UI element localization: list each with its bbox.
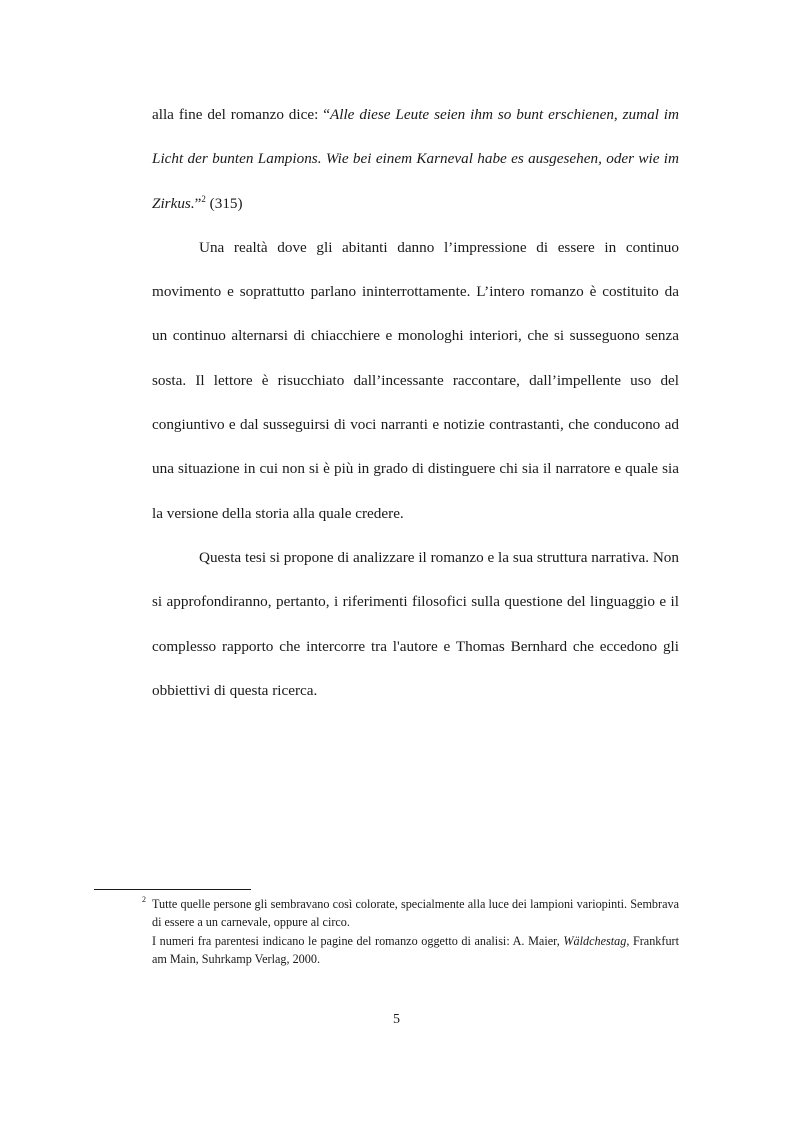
main-text: [152, 93, 679, 713]
novel-title: Wäldchestag: [563, 933, 627, 948]
footnote-source-lead: I numeri fra parentesi indicano le pagine del romanzo oggetto di analisi: A. Maier,: [152, 933, 564, 948]
paragraph-reality: Una realtà dove gli abitanti danno l’impressione di essere in continuo movimento e soprattutto parlano ininterrottamente. L’intero romanzo è costituito da un continuo alternarsi di chiacchiere e monologhi interiori, che si susseguono senza sosta. Il lettore è risucchiato dall’incessante raccontare, dall’impellente uso del congiuntivo e dal susseguirsi di voci narranti e notizie contrastanti, che conducono ad una situazione in cui non si è più in grado di distinguere chi sia il narratore e quale sia la versione della storia alla quale credere.: [152, 238, 679, 522]
german-quote: Alle diese Leute seien ihm so bunt erschienen, zumal im Licht der bunten Lampions. Wie bei einem Karneval habe es ausgesehen, oder wie im Zirkus.: [152, 106, 679, 212]
page-reference: (315): [205, 194, 243, 212]
footnote-number: 2: [142, 895, 146, 904]
footnotes: [142, 895, 679, 968]
footnote-reference[interactable]: 2: [201, 193, 206, 204]
paragraph-thesis: Questa tesi si propone di analizzare il romanzo e la sua struttura narrativa. Non si approfondiranno, pertanto, i riferimenti filosofici sulla questione del linguaggio e il complesso rapporto che intercorre tra l'autore e Thomas Bernhard che eccedono gli obbiettivi di questa ricerca.: [152, 548, 679, 699]
footnote-translation: Tutte quelle persone gli sembravano così colorate, specialmente alla luce dei lampioni variopinti. Sembrava di essere a un carnevale, oppure al circo.: [152, 897, 679, 930]
paragraph-quote: [152, 93, 679, 226]
quote-close: ”: [194, 194, 202, 212]
page-number: 5: [393, 1012, 400, 1027]
footnote-item: [142, 895, 679, 968]
footnote-source-tail: , Frankfurt am Main, Suhrkamp Verlag, 2000.: [152, 933, 679, 966]
footnote-source: [152, 932, 679, 969]
footnote-separator: [94, 889, 251, 890]
paragraph-lead: alla fine del romanzo dice: “: [152, 106, 330, 123]
